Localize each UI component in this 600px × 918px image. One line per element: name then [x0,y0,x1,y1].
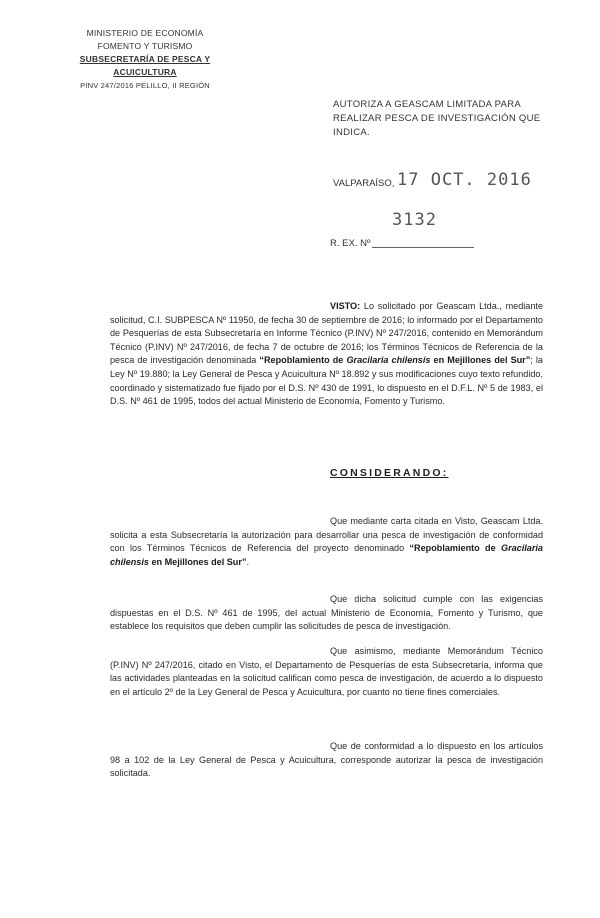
resolution-number-stamp: 3132 [392,210,437,230]
letterhead-subsecretaria: SUBSECRETARÍA DE PESCA Y ACUICULTURA [79,54,211,77]
considerando-heading: CONSIDERANDO: [330,467,449,479]
considerando-4: Que de conformidad a lo dispuesto en los artículos 98 a 102 de la Ley General de Pesca y Acuicultura, corresponde autorizar la pesca de investigación solicitada. [110,741,543,779]
place-label: VALPARAÍSO, [333,178,395,189]
considerando-2: Que dicha solicitud cumple con las exigencias dispuestas en el D.S. Nº 461 de 1995, del actual Ministerio de Economía, Fomento y Turismo, que establece los requisitos que deben cumplir las solicitudes de pesca de investigación. [110,594,543,632]
resolution-underline [372,247,474,248]
resolution-subject: AUTORIZA A GEASCAM LIMITADA PARA REALIZAR PESCA DE INVESTIGACIÓN QUE INDICA. [333,99,541,138]
visto-label: VISTO: [330,301,361,311]
letterhead-reference: PINV 247/2016 PELILLO, II REGIÓN [80,81,210,90]
letterhead-ministry: MINISTERIO DE ECONOMÍA [86,28,204,38]
date-stamp: 17 OCT. 2016 [397,170,532,190]
visto-paragraph: VISTO: Lo solicitado por Geascam Ltda., mediante solicitud, C.I. SUBPESCA Nº 11950, de fecha 30 de septiembre de 2016; lo informado por el Departamento de Pesquerías de esta Subsecretaría en Informe Técnico (P.INV) Nº 247/2016, contenido en Memorándum Técnico (P.INV) Nº 247/2016, de fecha 7 de octubre de 2016; los Términos Técnicos de Referencia de la pesca de investigación denominada “Repoblamiento de Gracilaria chilensis en Mejillones del Sur”; la Ley Nº 19.880; la Ley General de Pesca y Acuicultura Nº 18.892 y sus modificaciones cuyo texto refundido, coordinado y sistematizado fue fijado por el D.S. Nº 430 de 1991, lo dispuesto en el D.F.L. Nº 5 de 1983, el D.S. Nº 461 de 1995, todos del actual Ministerio de Economía, Fomento y Turismo. [110,301,543,407]
considerando-3: Que asimismo, mediante Memorándum Técnico (P.INV) Nº 247/2016, citado en Visto, el Departamento de Pesquerías de esta Subsecretaría, informa que las actividades planteadas en la solicitud califican como pesca de investigación, de acuerdo a lo dispuesto en el artículo 2º de la Ley General de Pesca y Acuicultura, por cuanto no tiene fines comerciales. [110,646,543,697]
letterhead-department: FOMENTO Y TURISMO [97,41,193,51]
resolution-label: R. EX. Nº [330,238,371,249]
considerando-1: Que mediante carta citada en Visto, Geascam Ltda. solicita a esta Subsecretaría la autorización para desarrollar una pesca de investigación de conformidad con los Términos Técnicos de Referencia del proyecto denominado “Repoblamiento de Gracilaria chilensis en Mejillones del Sur”. [110,516,543,567]
letterhead [50,27,240,92]
